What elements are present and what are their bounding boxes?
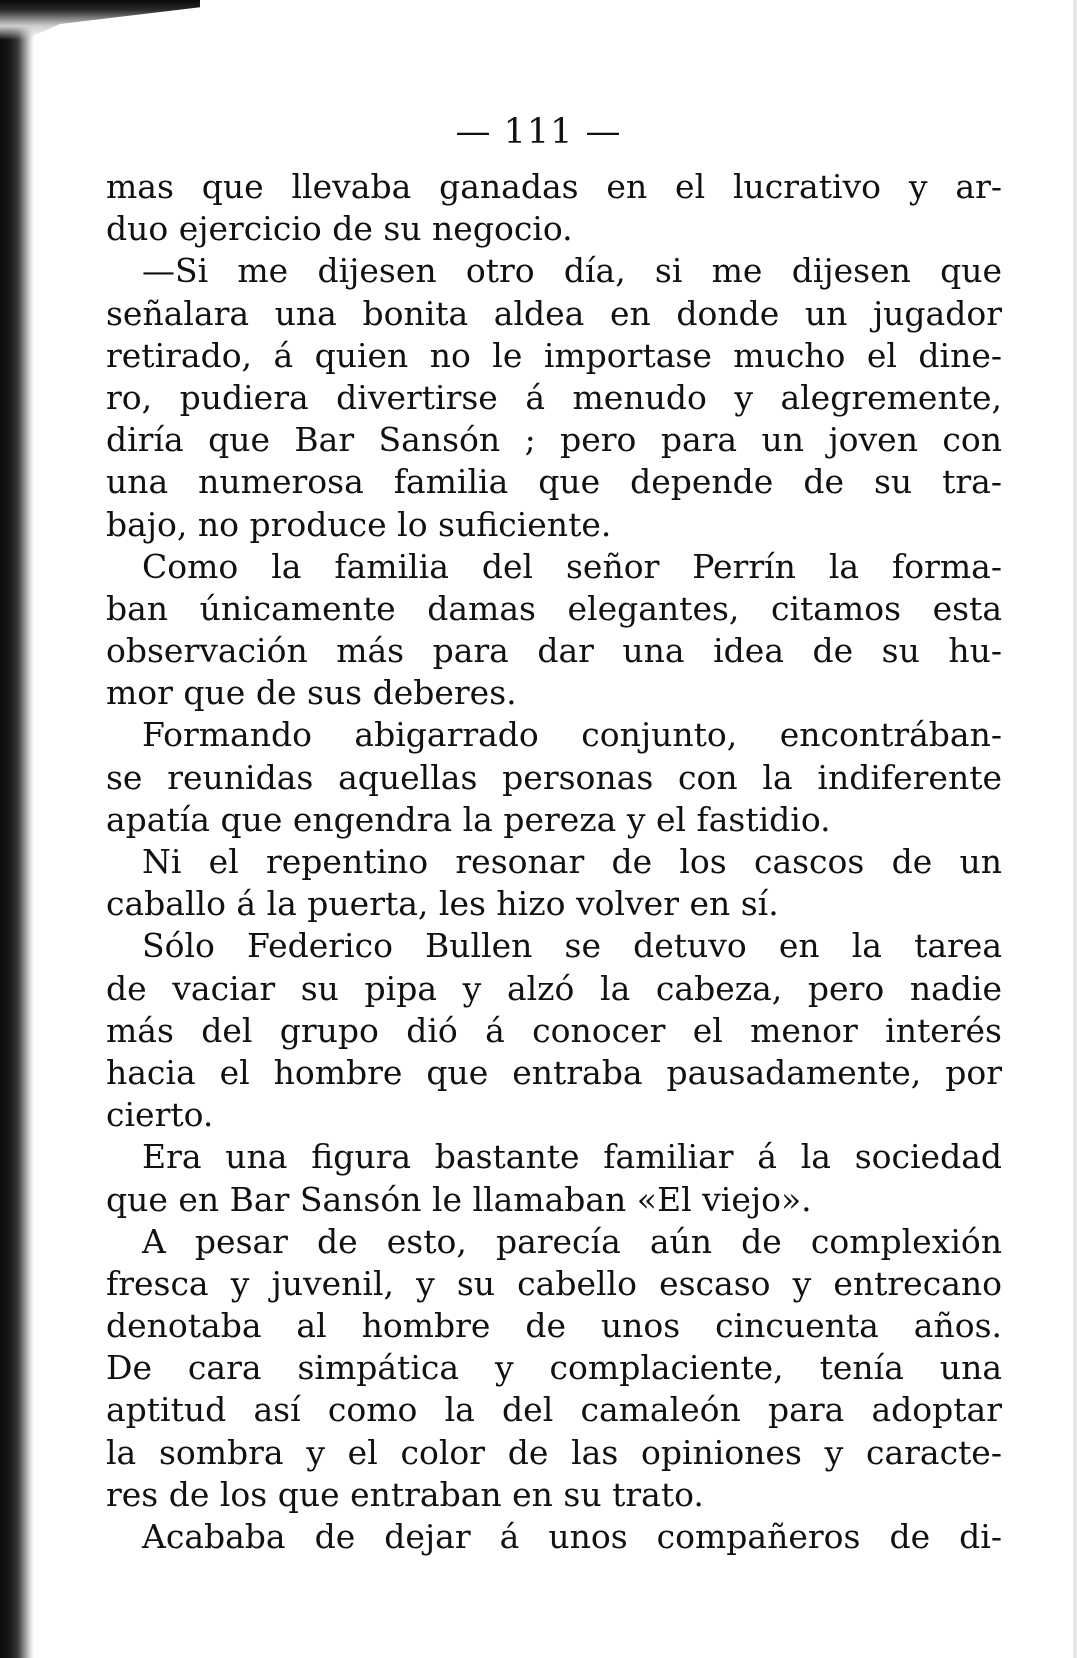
text-line: de vaciar su pipa y alzó la cabeza, pero nadie — [106, 968, 1002, 1008]
body-text — [106, 166, 1002, 1558]
text-line: Formando abigarrado conjunto, encontrában- — [142, 715, 1002, 755]
text-line: —Si me dijesen otro día, si me dijesen que — [142, 251, 1002, 291]
text-line: una numerosa familia que depende de su tra- — [106, 462, 1002, 502]
text-line: A pesar de esto, parecía aún de complexión — [142, 1221, 1002, 1261]
text-line: duo ejercicio de su negocio. — [106, 209, 573, 249]
text-line: ban únicamente damas elegantes, citamos esta — [106, 588, 1002, 628]
binding-edge-top — [0, 0, 200, 40]
text-line: se reunidas aquellas personas con la indiferente — [106, 757, 1002, 797]
text-line: denotaba al hombre de unos cincuenta años. — [106, 1306, 1002, 1346]
text-line: De cara simpática y complaciente, tenía una — [106, 1348, 1002, 1388]
text-line: Acababa de dejar á unos compañeros de di- — [142, 1517, 1002, 1556]
text-line: Como la familia del señor Perrín la forma- — [142, 546, 1002, 586]
text-line: la sombra y el color de las opiniones y caracte- — [106, 1432, 1002, 1472]
text-line: res de los que entraban en su trato. — [106, 1474, 704, 1514]
text-line: señalara una bonita aldea en donde un jugador — [106, 293, 1002, 333]
text-line: mas que llevaba ganadas en el lucrativo y ar- — [106, 167, 1002, 206]
text-line: diría que Bar Sansón ; pero para un joven con — [106, 420, 1002, 460]
text-line: fresca y juvenil, y su cabello escaso y entrecano — [106, 1263, 1002, 1303]
text-line: más del grupo dió á conocer el menor interés — [106, 1010, 1002, 1050]
page-number: — 111 — — [455, 112, 622, 152]
text-line: mor que de sus deberes. — [106, 673, 517, 713]
text-line: aptitud así como la del camaleón para adoptar — [106, 1390, 1002, 1430]
text-line: que en Bar Sansón le llamaban «El viejo». — [106, 1179, 812, 1219]
text-line: retirado, á quien no le importase mucho el dine- — [106, 335, 1002, 375]
text-line: bajo, no produce lo suficiente. — [106, 504, 612, 544]
page-edge — [1073, 0, 1077, 1658]
binding-edge — [0, 0, 34, 1658]
text-line: cierto. — [106, 1095, 214, 1135]
text-line: Sólo Federico Bullen se detuvo en la tarea — [142, 926, 1002, 966]
text-line: observación más para dar una idea de su hu- — [106, 631, 1002, 671]
text-line: ro, pudiera divertirse á menudo y alegremente, — [106, 377, 1002, 417]
text-line: apatía que engendra la pereza y el fastidio. — [106, 799, 831, 839]
text-line: Era una figura bastante familiar á la sociedad — [142, 1137, 1002, 1177]
text-line: caballo á la puerta, les hizo volver en sí. — [106, 884, 779, 924]
text-line: Ni el repentino resonar de los cascos de un — [142, 842, 1002, 881]
text-line: hacia el hombre que entraba pausadamente, por — [106, 1052, 1002, 1092]
